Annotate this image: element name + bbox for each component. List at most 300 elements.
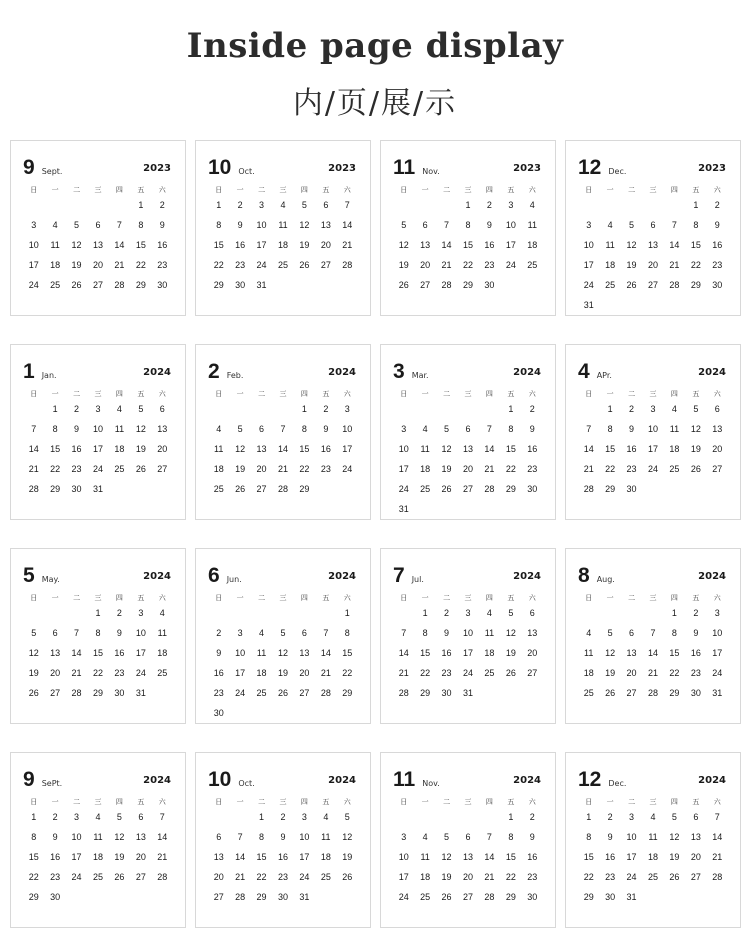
- day-cell: [642, 872, 663, 890]
- day-cell: [436, 444, 457, 462]
- day-cell: [294, 200, 315, 218]
- day-number: 28: [157, 872, 168, 882]
- day-number: 25: [92, 872, 103, 882]
- day-cell: [578, 220, 599, 238]
- day-cell: [229, 668, 250, 686]
- day-cell: [66, 852, 87, 870]
- weekday-row: [23, 185, 173, 195]
- day-number: 25: [420, 484, 431, 494]
- day-cell: [664, 852, 685, 870]
- day-cell: [522, 852, 543, 870]
- month-card: [565, 140, 741, 316]
- day-number: 13: [157, 424, 168, 434]
- day-cell: [23, 240, 44, 258]
- day-cell: [642, 280, 663, 298]
- year-label: 2024: [513, 775, 541, 786]
- day-number: 11: [420, 444, 430, 454]
- day-cell: [229, 832, 250, 850]
- day-cell: [87, 688, 108, 706]
- day-cell: [578, 668, 599, 686]
- weekday-label: 六: [713, 186, 721, 194]
- day-cell: [457, 260, 478, 278]
- day-number: 20: [626, 668, 637, 678]
- day-number: 11: [256, 648, 267, 658]
- day-cell: [500, 260, 521, 278]
- day-cell: [87, 444, 108, 462]
- day-cell: [578, 872, 599, 890]
- day-number: 1: [607, 404, 613, 414]
- page-title: Inside page display: [186, 26, 564, 66]
- day-number: 4: [422, 424, 428, 434]
- day-number: 4: [323, 812, 329, 822]
- year-label: 2024: [143, 775, 171, 786]
- weekday-row: [208, 593, 358, 603]
- day-cell: [130, 628, 151, 646]
- day-cell: [393, 668, 414, 686]
- day-cell: [152, 404, 173, 422]
- weekday-label: 日: [215, 594, 223, 602]
- day-cell: [315, 648, 336, 666]
- empty-cell: [393, 812, 414, 830]
- day-cell: [294, 648, 315, 666]
- day-number: 27: [690, 872, 701, 882]
- day-cell: [599, 812, 620, 830]
- day-cell: [457, 892, 478, 910]
- weekday-row: [23, 389, 173, 399]
- day-number: 26: [277, 688, 288, 698]
- month-name: Feb.: [226, 371, 244, 380]
- day-cell: [272, 444, 293, 462]
- weekday-label: 日: [30, 798, 38, 806]
- month-number: 8: [578, 564, 590, 587]
- day-number: 3: [629, 812, 635, 822]
- weekday-label: 五: [137, 186, 145, 194]
- day-cell: [479, 832, 500, 850]
- weekday-label: 一: [421, 390, 429, 398]
- day-cell: [500, 872, 521, 890]
- weekday-label: 日: [30, 594, 38, 602]
- day-number: 14: [277, 444, 288, 454]
- day-number: 3: [465, 608, 471, 618]
- day-cell: [251, 812, 272, 830]
- day-number: 10: [342, 424, 353, 434]
- day-number: 17: [462, 648, 473, 658]
- day-cell: [337, 220, 358, 238]
- day-number: 23: [157, 260, 168, 270]
- weekday-label: 四: [115, 798, 123, 806]
- day-number: 14: [669, 240, 680, 250]
- day-cell: [315, 240, 336, 258]
- day-number: 11: [93, 832, 103, 842]
- day-cell: [500, 220, 521, 238]
- day-number: 23: [50, 872, 61, 882]
- day-number: 22: [342, 668, 353, 678]
- day-number: 27: [420, 280, 431, 290]
- weekday-label: 四: [485, 390, 493, 398]
- day-cell: [337, 464, 358, 482]
- day-cell: [337, 424, 358, 442]
- day-number: 16: [626, 444, 637, 454]
- empty-cell: [599, 200, 620, 218]
- weekday-label: 六: [528, 390, 536, 398]
- day-cell: [272, 240, 293, 258]
- day-number: 15: [256, 852, 267, 862]
- month-header: [23, 769, 173, 795]
- empty-cell: [208, 608, 229, 626]
- day-number: 1: [138, 200, 144, 210]
- weekday-label: 四: [670, 798, 678, 806]
- weekday-label: 六: [158, 594, 166, 602]
- day-cell: [337, 872, 358, 890]
- day-cell: [457, 240, 478, 258]
- day-cell: [522, 200, 543, 218]
- day-number: 25: [420, 892, 431, 902]
- day-number: 26: [441, 484, 452, 494]
- day-cell: [23, 852, 44, 870]
- day-cell: [109, 852, 130, 870]
- day-cell: [208, 892, 229, 910]
- day-number: 19: [441, 872, 452, 882]
- day-cell: [664, 280, 685, 298]
- day-number: 20: [92, 260, 103, 270]
- day-number: 3: [401, 832, 407, 842]
- day-cell: [44, 872, 65, 890]
- day-number: 28: [484, 484, 495, 494]
- day-cell: [621, 648, 642, 666]
- day-cell: [707, 404, 728, 422]
- day-number: 2: [529, 404, 535, 414]
- day-number: 24: [626, 872, 637, 882]
- weekday-label: 六: [713, 798, 721, 806]
- day-cell: [393, 240, 414, 258]
- day-cell: [664, 424, 685, 442]
- day-number: 30: [114, 688, 125, 698]
- day-number: 4: [216, 424, 222, 434]
- day-number: 19: [441, 464, 452, 474]
- weekday-row: [393, 389, 543, 399]
- day-cell: [315, 832, 336, 850]
- day-number: 16: [50, 852, 61, 862]
- day-cell: [251, 668, 272, 686]
- day-cell: [685, 872, 706, 890]
- day-cell: [436, 832, 457, 850]
- day-cell: [393, 832, 414, 850]
- month-name: Oct.: [238, 779, 255, 788]
- day-cell: [500, 444, 521, 462]
- day-number: 29: [505, 892, 516, 902]
- day-number: 18: [420, 872, 431, 882]
- day-cell: [44, 852, 65, 870]
- day-number: 30: [626, 484, 637, 494]
- day-cell: [152, 464, 173, 482]
- day-number: 16: [605, 852, 616, 862]
- day-number: 22: [92, 668, 103, 678]
- day-number: 22: [420, 668, 431, 678]
- day-number: 25: [50, 280, 61, 290]
- day-cell: [109, 648, 130, 666]
- day-cell: [707, 608, 728, 626]
- day-number: 14: [398, 648, 409, 658]
- day-cell: [522, 240, 543, 258]
- day-cell: [251, 852, 272, 870]
- day-cell: [685, 260, 706, 278]
- day-cell: [599, 240, 620, 258]
- day-cell: [23, 872, 44, 890]
- day-number: 30: [712, 280, 723, 290]
- day-number: 5: [280, 628, 286, 638]
- day-number: 6: [693, 812, 699, 822]
- day-number: 20: [299, 668, 310, 678]
- day-grid: [23, 404, 173, 502]
- day-number: 20: [157, 444, 168, 454]
- day-cell: [414, 668, 435, 686]
- day-cell: [664, 688, 685, 706]
- month-header: [208, 361, 358, 387]
- month-header: [393, 565, 543, 591]
- day-number: 21: [398, 668, 409, 678]
- weekday-label: 一: [236, 798, 244, 806]
- day-number: 16: [71, 444, 82, 454]
- day-number: 7: [486, 424, 492, 434]
- month-name: Oct.: [238, 167, 255, 176]
- day-number: 11: [50, 240, 60, 250]
- day-cell: [664, 832, 685, 850]
- weekday-label: 三: [464, 798, 472, 806]
- day-number: 10: [299, 832, 310, 842]
- day-number: 1: [301, 404, 307, 414]
- day-cell: [337, 852, 358, 870]
- day-cell: [66, 444, 87, 462]
- day-number: 2: [52, 812, 58, 822]
- weekday-label: 六: [528, 186, 536, 194]
- day-number: 20: [213, 872, 224, 882]
- day-cell: [414, 688, 435, 706]
- day-number: 3: [401, 424, 407, 434]
- day-cell: [522, 444, 543, 462]
- day-number: 26: [28, 688, 39, 698]
- day-cell: [23, 444, 44, 462]
- day-number: 8: [607, 424, 613, 434]
- day-cell: [337, 200, 358, 218]
- day-grid: [393, 404, 543, 520]
- day-number: 13: [92, 240, 103, 250]
- day-cell: [272, 484, 293, 502]
- weekday-label: 三: [464, 594, 472, 602]
- day-number: 9: [159, 220, 165, 230]
- day-cell: [87, 280, 108, 298]
- day-number: 14: [712, 832, 723, 842]
- year-label: 2024: [328, 775, 356, 786]
- month-number: 12: [578, 156, 602, 179]
- day-cell: [414, 484, 435, 502]
- day-cell: [208, 872, 229, 890]
- day-number: 22: [462, 260, 473, 270]
- month-number: 7: [393, 564, 405, 587]
- year-label: 2024: [143, 571, 171, 582]
- day-number: 10: [28, 240, 39, 250]
- weekday-label: 二: [443, 594, 451, 602]
- day-cell: [685, 628, 706, 646]
- day-number: 8: [259, 832, 265, 842]
- day-number: 18: [583, 668, 594, 678]
- day-number: 15: [583, 852, 594, 862]
- month-name: Mar.: [411, 371, 429, 380]
- day-cell: [642, 424, 663, 442]
- day-number: 24: [299, 872, 310, 882]
- day-cell: [414, 832, 435, 850]
- day-number: 28: [320, 688, 331, 698]
- weekday-label: 二: [258, 798, 266, 806]
- day-cell: [66, 668, 87, 686]
- day-cell: [294, 872, 315, 890]
- day-cell: [578, 464, 599, 482]
- day-cell: [522, 628, 543, 646]
- day-number: 5: [138, 404, 144, 414]
- day-number: 29: [135, 280, 146, 290]
- day-cell: [109, 260, 130, 278]
- year-label: 2024: [513, 571, 541, 582]
- day-number: 25: [213, 484, 224, 494]
- day-number: 24: [462, 668, 473, 678]
- day-cell: [621, 280, 642, 298]
- day-number: 2: [159, 200, 165, 210]
- weekday-label: 三: [649, 186, 657, 194]
- day-cell: [66, 260, 87, 278]
- day-cell: [664, 872, 685, 890]
- day-cell: [685, 220, 706, 238]
- day-cell: [522, 464, 543, 482]
- empty-cell: [664, 200, 685, 218]
- day-cell: [87, 404, 108, 422]
- day-number: 25: [114, 464, 125, 474]
- day-cell: [66, 628, 87, 646]
- month-card: [195, 140, 371, 316]
- year-label: 2023: [143, 163, 171, 174]
- day-number: 7: [671, 220, 677, 230]
- day-cell: [642, 648, 663, 666]
- weekday-row: [23, 593, 173, 603]
- day-number: 4: [650, 812, 656, 822]
- day-number: 24: [256, 260, 267, 270]
- weekday-label: 一: [236, 186, 244, 194]
- day-cell: [337, 444, 358, 462]
- day-number: 23: [441, 668, 452, 678]
- day-number: 8: [95, 628, 101, 638]
- day-cell: [522, 424, 543, 442]
- day-number: 28: [441, 280, 452, 290]
- weekday-label: 五: [507, 798, 515, 806]
- day-cell: [599, 444, 620, 462]
- day-cell: [707, 812, 728, 830]
- weekday-label: 一: [606, 594, 614, 602]
- day-cell: [479, 444, 500, 462]
- day-number: 5: [116, 812, 122, 822]
- month-name: Dec.: [608, 167, 627, 176]
- day-cell: [130, 220, 151, 238]
- day-number: 28: [342, 260, 353, 270]
- day-cell: [337, 260, 358, 278]
- day-cell: [414, 872, 435, 890]
- day-number: 15: [420, 648, 431, 658]
- weekday-label: 四: [485, 594, 493, 602]
- day-cell: [599, 464, 620, 482]
- empty-cell: [294, 608, 315, 626]
- empty-cell: [436, 404, 457, 422]
- day-number: 15: [342, 648, 353, 658]
- day-number: 7: [159, 812, 165, 822]
- day-cell: [87, 832, 108, 850]
- month-number: 2: [208, 360, 220, 383]
- day-number: 23: [527, 464, 538, 474]
- weekday-label: 一: [51, 798, 59, 806]
- day-cell: [664, 648, 685, 666]
- weekday-label: 四: [485, 186, 493, 194]
- day-cell: [479, 280, 500, 298]
- day-cell: [685, 852, 706, 870]
- day-cell: [393, 628, 414, 646]
- month-name: Jan.: [41, 371, 57, 380]
- month-card: [10, 752, 186, 928]
- day-cell: [44, 484, 65, 502]
- day-cell: [294, 424, 315, 442]
- day-number: 29: [92, 688, 103, 698]
- weekday-label: 一: [236, 390, 244, 398]
- day-cell: [685, 812, 706, 830]
- day-number: 5: [344, 812, 350, 822]
- weekday-row: [578, 797, 728, 807]
- day-number: 2: [323, 404, 329, 414]
- day-cell: [664, 464, 685, 482]
- day-cell: [109, 812, 130, 830]
- day-cell: [294, 404, 315, 422]
- month-card: [10, 344, 186, 520]
- day-number: 7: [444, 220, 450, 230]
- day-number: 11: [605, 240, 615, 250]
- day-number: 10: [71, 832, 82, 842]
- day-number: 23: [277, 872, 288, 882]
- day-number: 17: [505, 240, 516, 250]
- empty-cell: [599, 608, 620, 626]
- day-cell: [479, 872, 500, 890]
- day-cell: [272, 688, 293, 706]
- day-number: 27: [320, 260, 331, 270]
- day-cell: [414, 464, 435, 482]
- day-grid: [578, 608, 728, 706]
- day-number: 18: [527, 240, 538, 250]
- day-cell: [621, 404, 642, 422]
- day-number: 31: [626, 892, 637, 902]
- day-cell: [685, 280, 706, 298]
- day-cell: [251, 280, 272, 298]
- day-cell: [685, 648, 706, 666]
- day-number: 21: [320, 668, 331, 678]
- day-number: 15: [28, 852, 39, 862]
- day-number: 27: [256, 484, 267, 494]
- day-cell: [436, 892, 457, 910]
- day-number: 12: [441, 444, 452, 454]
- day-cell: [621, 668, 642, 686]
- day-cell: [229, 280, 250, 298]
- day-cell: [229, 648, 250, 666]
- weekday-label: 二: [73, 186, 81, 194]
- day-number: 3: [259, 200, 265, 210]
- day-cell: [272, 852, 293, 870]
- day-cell: [707, 628, 728, 646]
- day-cell: [642, 832, 663, 850]
- day-cell: [152, 280, 173, 298]
- day-cell: [414, 608, 435, 626]
- day-number: 8: [138, 220, 144, 230]
